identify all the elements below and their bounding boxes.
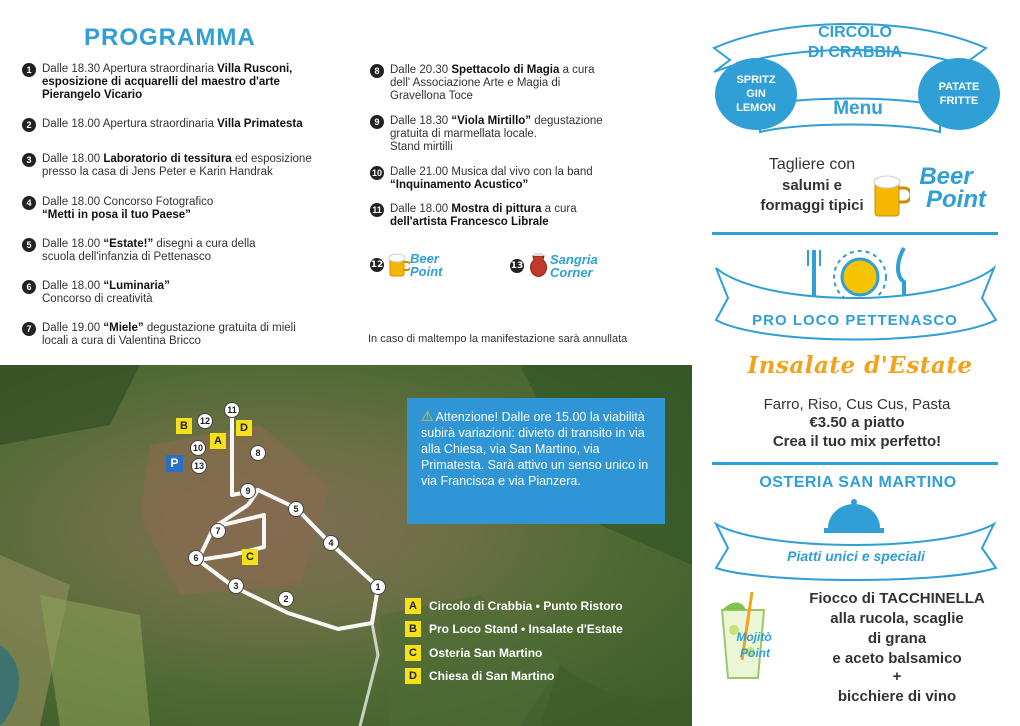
programme-item-10: 10 Dalle 21.00 Musica dal vivo con la band “Inquinamento Acustico” xyxy=(371,166,593,191)
programme-item-11: 11 Dalle 18.00 Mostra di pittura a cura dell'artista Francesco Librale xyxy=(390,203,690,229)
tagliere-line3: formaggi tipici xyxy=(760,197,864,214)
fiocco-line5: + xyxy=(892,668,902,685)
map-pin-13[interactable]: 13 xyxy=(191,458,207,474)
divider-1 xyxy=(712,232,998,235)
item-number: 2 xyxy=(22,118,36,132)
osteria-title: OSTERIA SAN MARTINO xyxy=(759,474,957,491)
legend-row-a: A Circolo di Crabbia • Punto Ristoro xyxy=(405,594,623,618)
beer-mug-icon xyxy=(388,252,410,278)
item-number: 9 xyxy=(370,115,384,129)
map-pin-3[interactable]: 3 xyxy=(228,578,244,594)
programme-item-4: 4 Dalle 18.00 Concorso Fotografico “Metti in posa il tuo Paese” xyxy=(42,196,342,222)
item-number: 5 xyxy=(22,238,36,252)
beer-point-word1: Beer xyxy=(919,163,973,190)
programme-item-5: 5 Dalle 18.00 “Estate!” disegni a cura della scuola dell'infanzia di Pettenasco xyxy=(42,238,342,264)
map-pin-1[interactable]: 1 xyxy=(370,579,386,595)
insalate-title: Insalate d'Estate xyxy=(747,352,973,379)
map-pin-6[interactable]: 6 xyxy=(188,550,204,566)
beer-point-word2: Point xyxy=(926,186,986,213)
map-pin-10[interactable]: 10 xyxy=(190,440,206,456)
map-marker-c[interactable]: C xyxy=(242,549,258,565)
legend-row-c: C Osteria San Martino xyxy=(405,641,623,665)
weather-note: In caso di maltempo la manifestazione sarà annullata xyxy=(368,333,628,345)
map-pin-5[interactable]: 5 xyxy=(288,501,304,517)
proloco-title: PRO LOCO PETTENASCO xyxy=(752,312,958,329)
fiocco-line3: di grana xyxy=(867,630,927,647)
item-number: 4 xyxy=(22,196,36,210)
map-pin-9[interactable]: 9 xyxy=(240,483,256,499)
divider-2 xyxy=(712,462,998,465)
legend-row-b: B Pro Loco Stand • Insalate d'Estate xyxy=(405,618,623,642)
item-number: 10 xyxy=(371,168,382,178)
insalate-line2: €3.50 a piatto xyxy=(809,414,905,431)
fiocco-line1: Fiocco di TACCHINELLA xyxy=(809,590,985,607)
map-marker-b[interactable]: B xyxy=(176,418,192,434)
map-pin-12[interactable]: 12 xyxy=(197,413,213,429)
tagliere-line2: salumi e xyxy=(781,177,843,194)
programme-item-3: 3 Dalle 18.00 Laboratorio di tessitura ed esposizione presso la casa di Jens Peter e Karin Handrak xyxy=(42,153,342,179)
circolo-title-line1: CIRCOLO xyxy=(818,24,892,41)
proloco-ribbon xyxy=(704,248,1004,358)
item-number: 8 xyxy=(370,64,384,78)
fiocco-line6: bicchiere di vino xyxy=(837,688,957,705)
item-number: 7 xyxy=(22,322,36,336)
map-pin-7[interactable]: 7 xyxy=(210,523,226,539)
map-marker-d[interactable]: D xyxy=(236,420,252,436)
map-pin-11[interactable]: 11 xyxy=(224,402,240,418)
mojito-word2: Point xyxy=(740,646,770,660)
fiocco-line2: alla rucola, scaglie xyxy=(830,610,964,627)
item-number: 11 xyxy=(370,203,384,217)
map-pin-8[interactable]: 8 xyxy=(250,445,266,461)
item-number: 6 xyxy=(22,280,36,294)
circolo-title-line2: DI CRABBIA xyxy=(807,44,903,61)
insalate-line3: Crea il tuo mix perfetto! xyxy=(772,433,942,450)
programma-title: PROGRAMMA xyxy=(84,24,256,51)
mojito-word1: Mojitò xyxy=(736,630,772,644)
programme-item-2: 2 Dalle 18.00 Apertura straordinaria Villa Primatesta xyxy=(42,118,342,131)
tagliere-line1: Tagliere con xyxy=(768,156,856,173)
fiocco-line4: e aceto balsamico xyxy=(832,650,962,667)
beer-point-mini: 12 Beer Point xyxy=(370,251,443,279)
traffic-warning: ⚠ Attenzione! Dalle ore 15.00 la viabilità subirà variazioni: divieto di transito in via alla Chiesa, via San Martino, via Primatesta. Sarà attivo un senso unico in via Francisca e via Pianzera. xyxy=(407,398,665,524)
programme-item-7: 7 Dalle 19.00 “Miele” degustazione gratuita di mieli locali a cura di Valentina Bricco xyxy=(42,322,342,348)
item-number: 1 xyxy=(22,63,36,77)
programme-item-8: 8 Dalle 20.30 Spettacolo di Magia a cura dell' Associazione Arte e Magia di Gravellona Toce xyxy=(390,64,690,103)
insalate-line1: Farro, Riso, Cus Cus, Pasta xyxy=(763,396,951,413)
map-parking-marker[interactable]: P xyxy=(166,455,183,472)
spritz-circle: SPRITZ GIN LEMON xyxy=(715,58,797,130)
menu-word: Menu xyxy=(833,98,883,119)
map-pin-4[interactable]: 4 xyxy=(323,535,339,551)
legend-row-d: D Chiesa di San Martino xyxy=(405,665,623,689)
warning-icon: ⚠ xyxy=(421,408,434,424)
map-pin-2[interactable]: 2 xyxy=(278,591,294,607)
sangria-jug-icon xyxy=(528,252,550,280)
piatti-title: Piatti unici e speciali xyxy=(787,548,925,564)
beer-mug-icon xyxy=(872,170,910,220)
sangria-corner-mini: 13 Sangria Corner xyxy=(510,252,598,280)
programme-item-6: 6 Dalle 18.00 “Luminaria” Concorso di creatività xyxy=(42,280,342,306)
map-legend xyxy=(405,594,623,688)
programme-item-1: 1 Dalle 18.30 Apertura straordinaria Villa Rusconi, esposizione di acquarelli del maestro d'arte Pierangelo Vicario xyxy=(42,63,342,102)
programme-item-9: 9 Dalle 18.30 “Viola Mirtillo” degustazione gratuita di marmellata locale. Stand mirtilli xyxy=(390,115,690,154)
patate-circle: PATATE FRITTE xyxy=(918,58,1000,130)
map-marker-a[interactable]: A xyxy=(210,433,226,449)
osteria-ribbon xyxy=(704,494,1004,584)
item-number: 3 xyxy=(22,153,36,167)
